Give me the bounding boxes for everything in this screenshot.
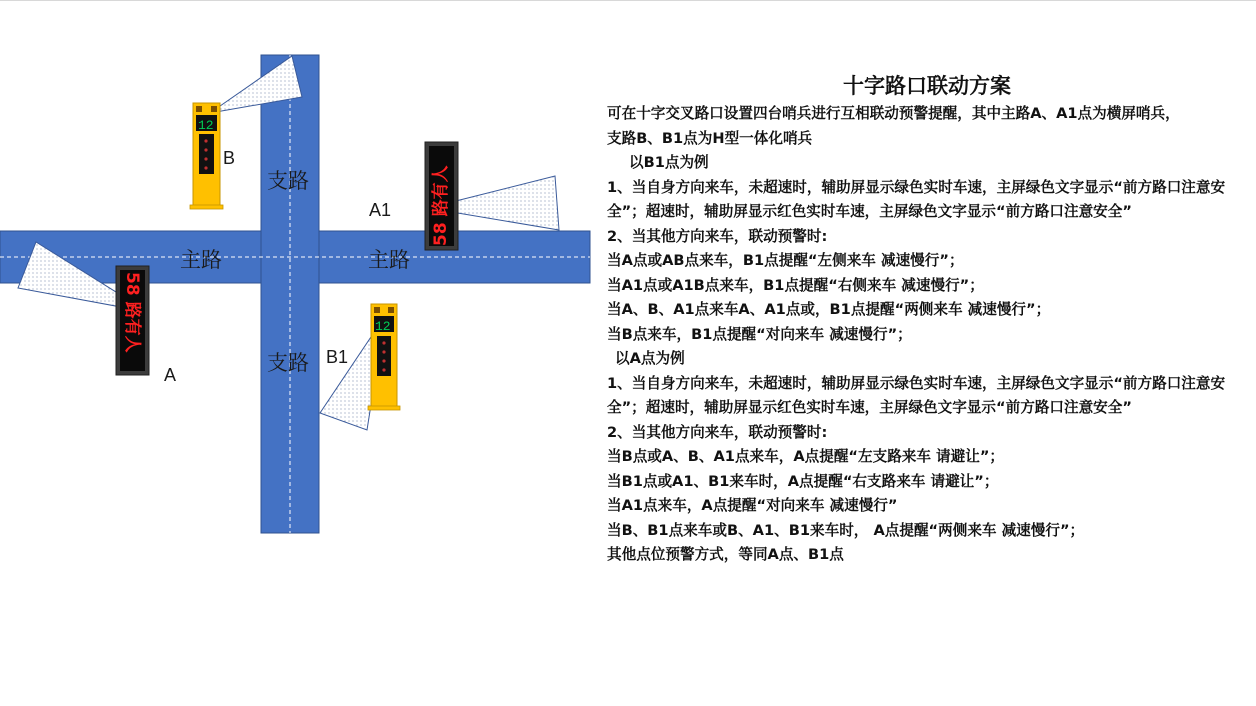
a-rule-2: 当B1点或A1、B1来车时，A点提醒“右支路来车 请避让”；	[607, 472, 999, 490]
a-item-2: 2、当其他方向来车，联动预警时:	[607, 423, 828, 441]
led-text-a1: 58 路有人	[431, 165, 451, 246]
scheme-title: 十字路口联动方案	[843, 74, 1011, 98]
sentinel-b1	[368, 304, 400, 410]
point-label-b1: B1	[326, 347, 349, 367]
intersection-diagram	[0, 0, 600, 560]
b1-rule-2: 当A1点或A1B点来车，B1点提醒“右侧来车 减速慢行”；	[607, 276, 984, 294]
scheme-description-panel	[607, 72, 1247, 568]
intro-line-2: 支路B、B1点为H型一体化哨兵	[607, 129, 813, 147]
main-road-label-left: 主路	[180, 249, 222, 272]
b1-rule-4: 当B点来车，B1点提醒“对向来车 减速慢行”；	[607, 325, 912, 343]
led-text-a: 58 路有人	[122, 272, 142, 353]
point-label-b: B	[223, 148, 236, 168]
speed-display-b: 12	[198, 118, 214, 133]
a-rule-4: 当B、B1点来车或B、A1、B1来车时， A点提醒“两侧来车 减速慢行”；	[607, 521, 1085, 539]
case-b1-header: 以B1点为例	[629, 154, 709, 171]
sentinel-b	[190, 103, 223, 209]
b1-rule-3: 当A、B、A1点来车A、A1点或，B1点提醒“两侧来车 减速慢行”；	[607, 301, 1051, 318]
branch-road-label-bottom: 支路	[267, 352, 309, 375]
footer-note: 其他点位预警方式，等同A点、B1点	[607, 546, 844, 563]
b1-rule-1: 当A点或AB点来车，B1点提醒“左侧来车 减速慢行”；	[607, 252, 964, 269]
sentinel-a	[116, 266, 149, 375]
main-road-label-right: 主路	[368, 249, 410, 272]
a-item-1: 1、当自身方向来车，未超速时，辅助屏显示绿色实时车速，主屏绿色文字显示“前方路口注意安全”；超速时，辅助屏显示红色实时车速，主屏绿色文字显示“前方路口注意安全”	[607, 374, 1226, 416]
b1-item-2: 2、当其他方向来车，联动预警时:	[607, 227, 828, 245]
speed-display-b1: 12	[375, 319, 391, 334]
intro-line-1: 可在十字交叉路口设置四台哨兵进行互相联动预警提醒，其中主路A、A1点为横屏哨兵，	[607, 105, 1180, 122]
a-rule-3: 当A1点来车，A点提醒“对向来车 减速慢行”	[607, 497, 898, 514]
a-rule-1: 当B点或A、B、A1点来车，A点提醒“左支路来车 请避让”；	[607, 448, 1005, 465]
case-a-header: 以A点为例	[615, 350, 685, 367]
point-label-a1: A1	[369, 200, 392, 220]
sentinel-a1	[425, 142, 458, 250]
point-label-a: A	[164, 365, 177, 385]
b1-item-1: 1、当自身方向来车，未超速时，辅助屏显示绿色实时车速，主屏绿色文字显示“前方路口注意安全”；超速时，辅助屏显示红色实时车速，主屏绿色文字显示“前方路口注意安全”	[607, 178, 1226, 220]
branch-road-label-top: 支路	[267, 170, 309, 193]
